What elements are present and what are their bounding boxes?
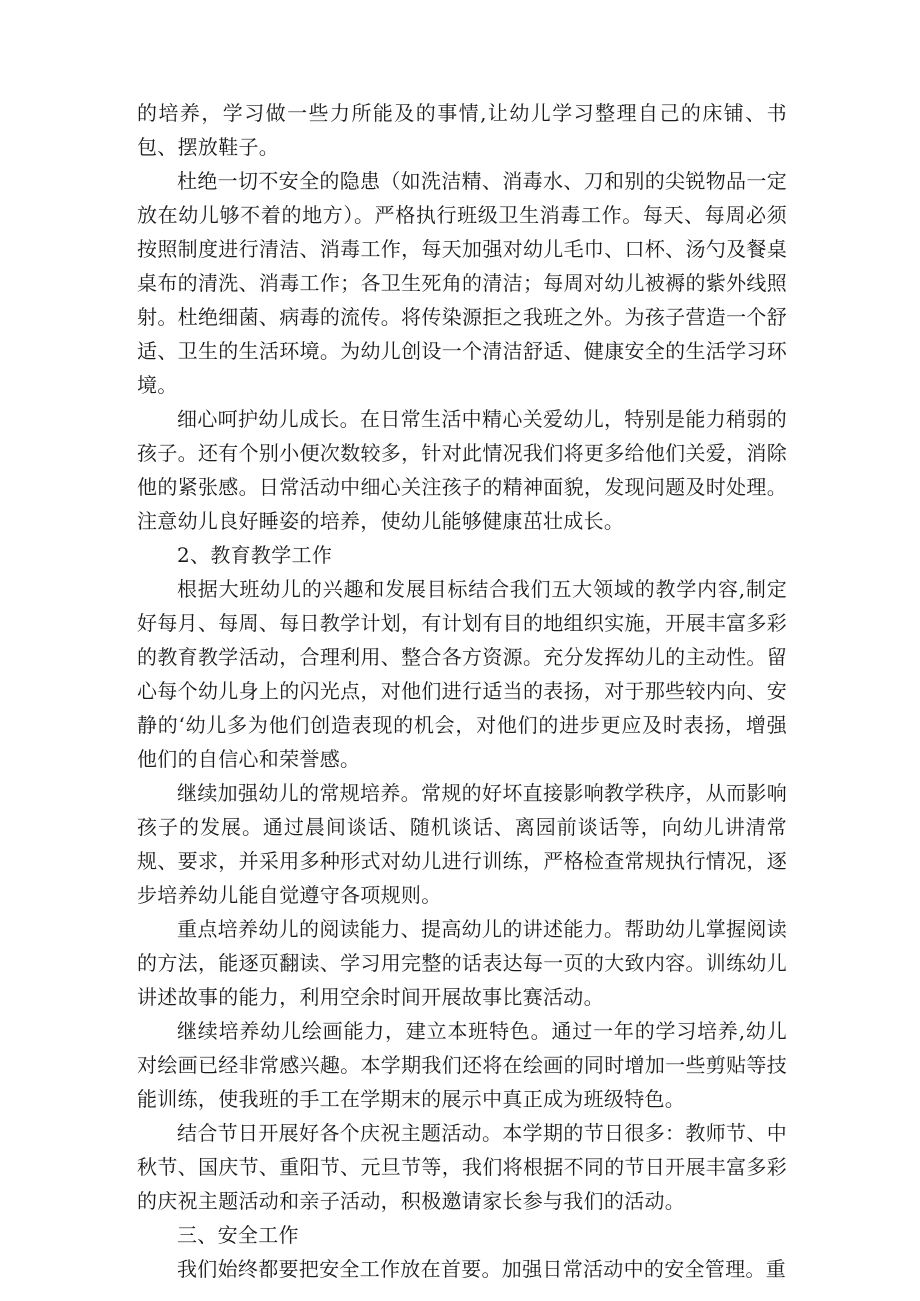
section-heading-safety: 三、安全工作: [177, 1223, 299, 1247]
paragraph-7: 结合节日开展好各个庆祝主题活动。本学期的节日很多：教师节、中秋节、国庆节、重阳节、元旦节等，我们将根据不同的节日开展丰富多彩的庆祝主题活动和亲子活动，积极邀请家长参与我们的活动。: [137, 1121, 787, 1213]
paragraph-6: 继续培养幼儿绘画能力，建立本班特色。通过一年的学习培养,幼儿对绘画已经非常感兴趣。本学期我们还将在绘画的同时增加一些剪贴等技能训练，使我班的手工在学期末的展示中真正成为班级特色。: [137, 1019, 787, 1111]
paragraph-3: 根据大班幼儿的兴趣和发展目标结合我们五大领域的教学内容,制定好每月、每周、每日教学计划，有计划有目的地组织实施，开展丰富多彩的教育教学活动，合理利用、整合各方资源。充分发挥幼儿的主动性。留心每个幼儿身上的闪光点，对他们进行适当的表扬，对于那些较内向、安静的‘幼儿多为他们创造表现的机会，对他们的进步更应及时表扬，增强他们的自信心和荣誉感。: [137, 577, 787, 771]
paragraph-8: 我们始终都要把安全工作放在首要。加强日常活动中的安全管理。重: [177, 1257, 786, 1281]
paragraph-1: 杜绝一切不安全的隐患（如洗洁精、消毒水、刀和别的尖锐物品一定放在幼儿够不着的地方）。严格执行班级卫生消毒工作。每天、每周必须按照制度进行清洁、消毒工作，每天加强对幼儿毛巾、口杯、汤勺及餐桌桌布的清洗、消毒工作；各卫生死角的清洁；每周对幼儿被褥的紫外线照射。杜绝细菌、病毒的流传。将传染源拒之我班之外。为孩子营造一个舒适、卫生的生活环境。为幼儿创设一个清洁舒适、健康安全的生活学习环境。: [137, 169, 787, 397]
paragraph-0: 的培养，学习做一些力所能及的事情,让幼儿学习整理自己的床铺、书包、摆放鞋子。: [137, 101, 787, 159]
paragraph-5: 重点培养幼儿的阅读能力、提高幼儿的讲述能力。帮助幼儿掌握阅读的方法，能逐页翻读、学习用完整的话表达每一页的大致内容。训练幼儿讲述故事的能力，利用空余时间开展故事比赛活动。: [137, 917, 787, 1009]
section-heading-teaching: 2、教育教学工作: [177, 543, 333, 567]
paragraph-4: 继续加强幼儿的常规培养。常规的好坏直接影响教学秩序，从而影响孩子的发展。通过晨间谈话、随机谈话、离园前谈话等，向幼儿讲清常规、要求，并采用多种形式对幼儿进行训练，严格检查常规执行情况，逐步培养幼儿能自觉遵守各项规则。: [137, 781, 787, 907]
document-body: [137, 96, 787, 1286]
paragraph-2: 细心呵护幼儿成长。在日常生活中精心关爱幼儿，特别是能力稍弱的孩子。还有个别小便次数较多，针对此情况我们将更多给他们关爱，消除他的紧张感。日常活动中细心关注孩子的精神面貌，发现问题及时处理。注意幼儿良好睡姿的培养，使幼儿能够健康茁壮成长。: [137, 407, 787, 533]
